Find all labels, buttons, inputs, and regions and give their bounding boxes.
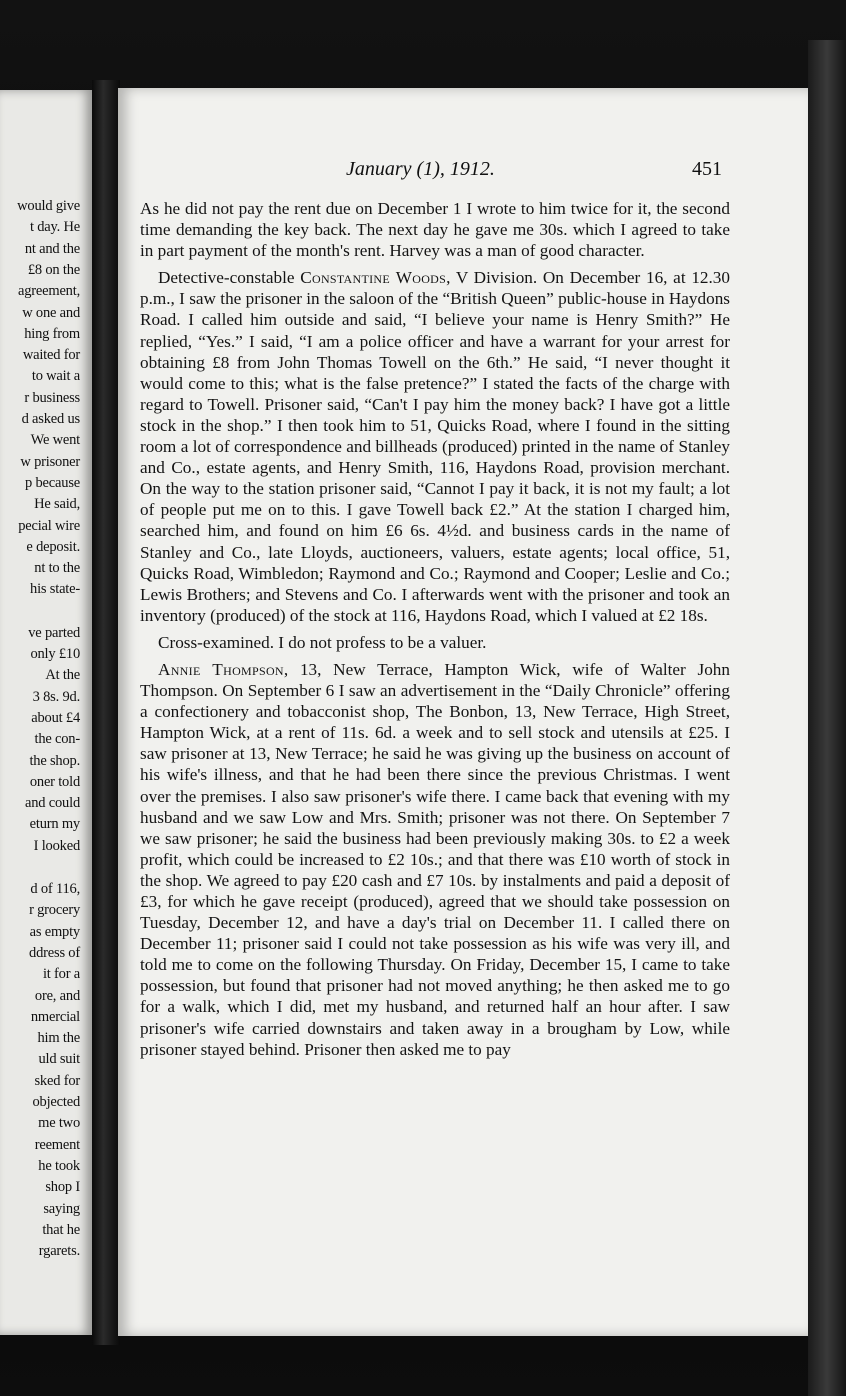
left-page-line: saying	[43, 1200, 80, 1217]
witness-title: Detective-constable	[158, 268, 301, 288]
left-page-line: it for a	[42, 966, 80, 983]
left-page-line: and could	[25, 795, 80, 812]
paragraph-3: Cross-examined. I do not profess to be a valuer.	[158, 632, 487, 652]
left-page-line: that he	[42, 1221, 80, 1238]
left-page-line: We went	[30, 432, 80, 449]
left-page-line: as empty	[29, 923, 80, 940]
left-page-line: about £4	[31, 709, 80, 726]
left-page-line: ore, and	[34, 987, 80, 1004]
page-number: 451	[692, 158, 722, 180]
left-page-line: only £10	[30, 646, 80, 662]
paragraph-2	[140, 267, 730, 626]
left-page-line: would give	[17, 198, 80, 214]
left-page-line: e deposit.	[26, 538, 80, 555]
left-page-line: nt and the	[24, 240, 80, 257]
left-page-line: sked for	[34, 1072, 80, 1089]
page-header	[118, 158, 808, 186]
book-gutter	[92, 80, 120, 1345]
left-page-line: agreement,	[17, 283, 80, 300]
left-page-line: me two	[38, 1115, 80, 1132]
paragraph-4	[140, 659, 730, 1060]
left-page-line: He said,	[34, 496, 80, 513]
left-page-line: the con-	[34, 731, 80, 748]
left-page-line: reement	[34, 1136, 80, 1153]
left-page-line: oner told	[29, 773, 80, 790]
left-page-line: I looked	[33, 837, 80, 854]
left-page-line: waited for	[22, 347, 80, 364]
left-page-line: p because	[25, 474, 80, 491]
left-page-line: to wait a	[31, 368, 80, 385]
left-page-line: r business	[24, 389, 80, 406]
left-page-line: nt to the	[34, 560, 80, 577]
witness-name: Annie Thompson	[158, 659, 284, 679]
running-head: January (1), 1912.	[346, 158, 495, 180]
left-page-line: nmercial	[30, 1008, 80, 1025]
right-page	[118, 88, 808, 1336]
left-page-line: £8 on the	[27, 261, 80, 278]
left-page-line: w prisoner	[20, 453, 80, 470]
left-page-line: d of 116,	[30, 881, 80, 897]
left-facing-page	[0, 90, 92, 1335]
left-page-line: rgarets.	[38, 1243, 80, 1260]
left-page-line: r grocery	[29, 902, 80, 919]
left-page-line: eturn my	[29, 816, 80, 833]
left-page-line: w one and	[22, 304, 80, 321]
left-page-line: uld suit	[38, 1051, 80, 1068]
book-edge	[808, 40, 846, 1396]
witness-name: Constantine Woods	[300, 268, 447, 288]
left-page-line: his state-	[30, 581, 80, 598]
left-page-line: d asked us	[21, 411, 80, 427]
left-page-line: the shop.	[29, 752, 80, 769]
left-page-line: hing from	[24, 325, 80, 342]
body-text	[140, 198, 730, 1066]
paragraph-1: As he did not pay the rent due on December 1 I wrote to him twice for it, the second time demanding the key back. The next day he gave me 30s. which I agreed to take in part payment of the month's rent. Harvey was a man of good character.	[140, 199, 730, 261]
left-page-line: pecial wire	[18, 517, 80, 534]
left-page-line: ddress of	[29, 944, 80, 961]
left-page-line: 3 8s. 9d.	[32, 688, 80, 705]
left-page-line: he took	[38, 1157, 80, 1174]
left-page-line: ve parted	[28, 624, 80, 641]
witness-testimony: , V Division. On December 16, at 12.30 p.m., I saw the prisoner in the saloon of the “British Queen” public-house in Haydons Road. I called him outside and said, “I believe your name is Henry Smith?” He replied, “Yes.” I said, “I am a police officer and have a warrant for your arrest for obtaining £8 from John Thomas Towell on the 6th.” He said, “I never thought it would come to this; what is the false pretence?” I stated the facts of the charge with regard to Towell. Prisoner said, “Can't I pay him the money back? I have got a little stock in the shop.” I then took him to 51, Quicks Road, where I found in the sitting room a lot of correspondence and billheads (produced) printed in the name of Stanley and Co., estate agents, and Henry Smith, 116, Haydons Road, provision merchant. On the way to the station prisoner said, “Cannot I pay it back, it is not my fault; a lot of people put me on to this. I gave Towell back £2.” At the station I charged him, searched him, and found on him £6 6s. 4½d. and business cards in the name of Stanley and Co., late Lloyds, auctioneers, valuers, estate agents; local office, 51, Quicks Road, Wimbledon; Raymond and Co.; Raymond and Cooper; Leslie and Co.; Lewis Brothers; and Stevens and Co. I afterwards went with the prisoner and took an inventory (produced) of the stock at 116, Haydons Road, which I valued at £2 18s.	[140, 268, 730, 625]
left-page-line: him the	[37, 1030, 80, 1047]
left-page-line: shop I	[45, 1179, 80, 1196]
witness-testimony: , 13, New Terrace, Hampton Wick, wife of Walter John Thompson. On September 6 I saw an advertisement in the “Daily Chronicle” offering a confectionery and tobacconist shop, The Bonbon, 13, New Terrace, High Street, Hampton Wick, at a rent of 11s. 6d. a week and to sell stock and utensils at £25. I saw prisoner at 13, New Terrace; he said he was giving up the business on account of his wife's illness, and that he had been there since the previous Christmas. I went over the premises. I also saw prisoner's wife there. I came back that evening with my husband and we saw Low and Mrs. Smith; prisoner was not there. On September 7 we saw prisoner; he said the business had been previously making 30s. to £2 a week profit, which could be increased to £2 10s.; and that there was £10 worth of stock in the shop. We agreed to pay £20 cash and £7 10s. by instalments and paid a deposit of £3, for which he gave receipt (produced), agreed that we should take possession on Tuesday, December 12, and have a day's trial on December 11. I called there on December 11; prisoner said I could not take possession as his wife was very ill, and told me to come on the following Thursday. On Friday, December 15, I came to take possession, but found that prisoner had not moved anything; he then asked me to go for a walk, which I did, met my husband, and returned half an hour after. I saw prisoner's wife carried downstairs and taken away in a brougham by Low, while prisoner stayed behind. Prisoner then asked me to pay	[140, 659, 730, 1059]
left-page-line: At the	[45, 667, 80, 684]
left-page-line: objected	[32, 1094, 80, 1110]
left-page-line: t day. He	[29, 219, 80, 236]
